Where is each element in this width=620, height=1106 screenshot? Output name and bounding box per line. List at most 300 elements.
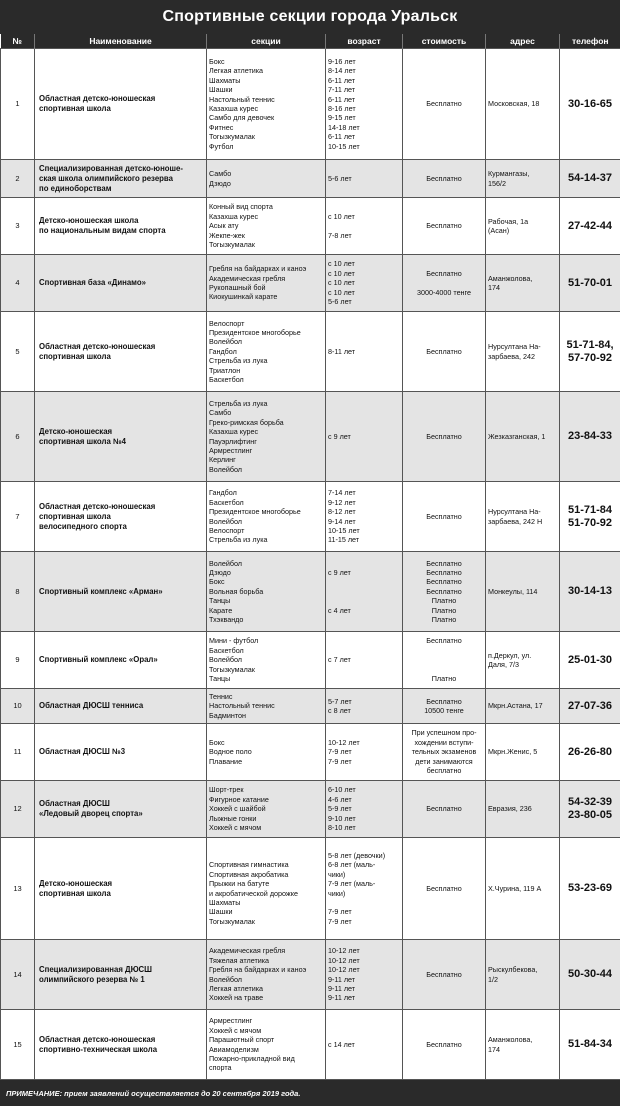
school-name-line: спортивная школа (39, 511, 111, 521)
phone-cell (560, 724, 620, 781)
phone-cell-line: 23-80-05 (567, 809, 613, 821)
cost-cell-line: Бесплатно (426, 804, 462, 814)
row-number: 4 (1, 255, 35, 312)
sections-list-line: и акробатической дорожке (209, 888, 298, 898)
sections-list-line: Казахша курес (209, 104, 259, 113)
phone-cell (560, 482, 620, 552)
ages-list-line: 5-6 лет (328, 173, 352, 183)
cost-cell-line: Платно (431, 674, 457, 684)
sections-list-line: Велоспорт (209, 525, 245, 535)
row-number: 5 (1, 312, 35, 392)
table-row (1, 160, 620, 198)
sections-list-line: Казахша курес (209, 211, 259, 221)
cost-cell-line: Бесплатно (426, 577, 462, 587)
address-cell-line: 156/2 (488, 178, 506, 188)
sections-list (207, 312, 326, 392)
sections-list-line: Гребля на байдарках и каноэ (209, 264, 307, 274)
sections-list-line (209, 851, 323, 860)
sections-list-line: Спортивная акробатика (209, 869, 289, 879)
phone-cell-line: 53-23-69 (567, 882, 613, 894)
cost-cell-line: хождении вступи- (414, 737, 474, 747)
sections-list-line: Бокс (209, 56, 225, 66)
sections-list-line: Лыжные гонки (209, 813, 257, 823)
cost-cell-line: бесплатно (426, 766, 462, 776)
ages-list-line: чики) (328, 869, 346, 879)
ages-list-line: 9-11 лет (328, 993, 356, 1003)
address-cell-line: Мкрн.Астана, 17 (488, 701, 543, 711)
sections-list-line: Настольный теннис (209, 94, 275, 104)
ages-list-line (328, 587, 400, 596)
ages-list-line: 5-6 лет (328, 297, 352, 307)
ages-list-line: 6-10 лет (328, 785, 356, 795)
table-row (1, 552, 620, 632)
sections-list-line: Карате (209, 605, 233, 615)
cost-cell-line: Бесплатно (426, 696, 462, 706)
ages-list-line: 10-12 лет (328, 946, 360, 956)
sections-list (207, 255, 326, 312)
address-cell-line: Х.Чурина, 119 А (488, 883, 542, 893)
address-cell-line: Аманжолова, (488, 273, 533, 283)
address-cell (486, 312, 560, 392)
sections-list-line: Асык ату (209, 221, 239, 231)
ages-list-line: 10-12 лет (328, 955, 360, 965)
cost-cell-line: Бесплатно (426, 173, 462, 183)
sections-list (207, 198, 326, 255)
ages-list-line: 5-8 лет (девочки) (328, 850, 386, 860)
ages-list (326, 49, 403, 160)
address-cell (486, 49, 560, 160)
address-cell-line: Рабочая, 1а (488, 216, 529, 226)
cost-cell-line (405, 665, 483, 674)
sections-list-line: Мини - футбол (209, 636, 259, 646)
ages-list-line: 10-15 лет (328, 141, 360, 151)
sections-list-line: Керлинг (209, 455, 236, 465)
sections-list-line: Шорт-трек (209, 785, 244, 795)
address-cell (486, 838, 560, 940)
school-name-line: Спортивный комплекс «Арман» (39, 586, 163, 596)
cost-cell-line: Бесплатно (426, 346, 462, 356)
row-number: 13 (1, 838, 35, 940)
sections-list-line: Парашютный спорт (209, 1035, 275, 1045)
school-name-line: Детско-юношеская (39, 878, 113, 888)
sections-list-line: Баскетбол (209, 375, 244, 385)
ages-list-line: 7-11 лет (328, 85, 356, 95)
cost-cell-line (405, 655, 483, 664)
cost-cell (403, 160, 486, 198)
sections-list-line: Танцы (209, 674, 231, 684)
cost-cell-line: При успешном про- (411, 728, 477, 738)
sections-list-line: Президентское многоборье (209, 507, 301, 517)
page-title: Спортивные секции города Уральск (0, 0, 620, 34)
phone-cell (560, 392, 620, 482)
phone-cell-line: 57-70-92 (567, 351, 613, 364)
ages-list (326, 689, 403, 724)
phone-cell-line: 54-32-39 (567, 796, 613, 808)
school-name (35, 838, 207, 940)
sections-list-line: Дзюдо (209, 178, 231, 188)
table-row (1, 940, 620, 1010)
sections-list-line: Тогызкумалак (209, 916, 255, 926)
row-number: 10 (1, 689, 35, 724)
ages-list-line: 8-11 лет (328, 346, 356, 356)
phone-cell (560, 49, 620, 160)
ages-list (326, 160, 403, 198)
sections-list-line: Хоккей на траве (209, 993, 264, 1003)
sections-list-line: Шахматы (209, 897, 241, 907)
sections-list-line: Волейбол (209, 655, 242, 665)
school-name-line: олимпийского резерва № 1 (39, 974, 145, 984)
table-row (1, 198, 620, 255)
address-cell-line: Московская, 18 (488, 99, 540, 109)
sections-list-line: Футбол (209, 141, 234, 151)
cost-cell (403, 552, 486, 632)
header-address: адрес (486, 34, 560, 49)
sections-list (207, 632, 326, 689)
phone-cell-line: 23-84-33 (567, 430, 613, 442)
school-name-line: Специализированная детско-юноше- (39, 163, 183, 173)
school-name (35, 312, 207, 392)
ages-list-line: 10-15 лет (328, 525, 360, 535)
sections-list (207, 552, 326, 632)
address-cell (486, 392, 560, 482)
cost-cell (403, 838, 486, 940)
address-cell-line: Курмангазы, (488, 169, 530, 179)
phone-cell-line: 50-30-44 (567, 968, 613, 980)
sections-list (207, 49, 326, 160)
ages-list-line: с 7 лет (328, 655, 351, 665)
sections-list-line: Вольная борьба (209, 586, 264, 596)
ages-list-line: с 10 лет (328, 211, 355, 221)
address-cell (486, 689, 560, 724)
header-phone: телефон (560, 34, 620, 49)
address-cell (486, 781, 560, 838)
ages-list-line: 6-11 лет (328, 75, 356, 85)
cost-cell-line: Платно (431, 596, 457, 606)
school-name-line: по национальным видам спорта (39, 226, 166, 235)
phone-cell (560, 781, 620, 838)
ages-list-line: чики) (328, 888, 346, 898)
sections-list-line: Бокс (209, 737, 225, 747)
school-name (35, 781, 207, 838)
sections-list-line: Волейбол (209, 558, 242, 568)
sections-list-line: Хоккей с мячом (209, 1025, 262, 1035)
school-name (35, 940, 207, 1010)
school-name-line: Спортивный комплекс «Орал» (39, 655, 158, 664)
school-name-line: спортивно-техническая школа (39, 1044, 158, 1054)
row-number: 2 (1, 160, 35, 198)
phone-cell-line: 27-07-36 (567, 699, 613, 712)
school-name (35, 160, 207, 198)
cost-cell (403, 198, 486, 255)
cost-cell (403, 724, 486, 781)
sections-list-line: Прыжки на батуте (209, 879, 270, 889)
ages-list-line: 14-18 лет (328, 122, 360, 132)
school-name (35, 632, 207, 689)
school-name-line: Детско-юношеская (39, 426, 113, 436)
address-cell (486, 160, 560, 198)
school-name-line: ская школа олимпийского резерва (39, 173, 173, 183)
sections-list (207, 781, 326, 838)
sections-list-line: Настольный теннис (209, 701, 275, 711)
ages-list-line: 9-15 лет (328, 113, 356, 123)
ages-list-line: 9-11 лет (328, 974, 356, 984)
table-row (1, 255, 620, 312)
sections-list-line: Баскетбол (209, 645, 244, 655)
header-age: возраст (326, 34, 403, 49)
cost-cell-line: Платно (431, 605, 457, 615)
header-num: № (1, 34, 35, 49)
sections-list-line: Самбо (209, 408, 232, 418)
ages-list-line: с 9 лет (328, 567, 351, 577)
ages-list-line: 4-6 лет (328, 794, 352, 804)
sections-list-line: Греко-римская борьба (209, 417, 284, 427)
sections-list-line: Тогызкумалак (209, 664, 255, 674)
sections-list-line: Армрестлинг (209, 1016, 253, 1026)
ages-list-line: 8-16 лет (328, 104, 356, 113)
school-name (35, 198, 207, 255)
row-number: 1 (1, 49, 35, 160)
ages-list (326, 255, 403, 312)
sections-list-line: Плавание (209, 756, 243, 766)
ages-list-line: с 9 лет (328, 431, 351, 441)
sections-list-line: Пожарно-прикладной вид (209, 1053, 295, 1063)
cost-cell (403, 312, 486, 392)
sections-list-line: Гандбол (209, 488, 237, 498)
phone-cell-line: 27-42-44 (567, 219, 613, 232)
ages-list (326, 838, 403, 940)
ages-list-line: с 10 лет (328, 259, 355, 269)
ages-list (326, 781, 403, 838)
address-cell (486, 198, 560, 255)
sections-list-line: Шахматы (209, 75, 241, 85)
cost-cell-line: Платно (431, 615, 457, 625)
note: ПРИМЕЧАНИЕ: прием заявлений осуществляется до 20 сентября 2019 года. (0, 1080, 620, 1106)
cost-cell-line: Бесплатно (426, 221, 462, 231)
ages-list (326, 724, 403, 781)
address-cell-line: (Асан) (488, 226, 510, 235)
sections-list-line: Тогызкумалак (209, 132, 255, 142)
ages-list (326, 312, 403, 392)
cost-cell-line: Бесплатно (426, 1039, 462, 1049)
ages-list-line: 7-14 лет (328, 488, 356, 498)
sections-list-line: Фигурное катание (209, 794, 269, 804)
sections-list-line: Шашки (209, 907, 233, 917)
table-row (1, 632, 620, 689)
ages-list-line: 7-9 лет (328, 907, 352, 917)
table-row (1, 312, 620, 392)
phone-cell-line: 25-01-30 (567, 653, 613, 666)
ages-list-line: 9-12 лет (328, 497, 356, 507)
sections-list-line: Армрестлинг (209, 445, 253, 455)
sections-list-line: Легкая атлетика (209, 66, 264, 76)
phone-cell-line: 51-70-01 (567, 276, 613, 289)
cost-cell-line (405, 646, 483, 655)
cost-cell-line: Бесплатно (426, 431, 462, 441)
sections-list-line: Фитнес (209, 122, 234, 132)
sections-list (207, 689, 326, 724)
ages-list-line: 10-12 лет (328, 965, 360, 975)
table-row (1, 838, 620, 940)
ages-list-line: 7-9 лет (328, 756, 352, 766)
ages-list (326, 482, 403, 552)
address-cell (486, 632, 560, 689)
ages-list-line: 8-12 лет (328, 507, 356, 517)
sections-list-line: Президентское многоборье (209, 327, 301, 337)
sections-list-line: Гандбол (209, 346, 237, 356)
sections-list (207, 940, 326, 1010)
ages-list (326, 198, 403, 255)
address-cell (486, 482, 560, 552)
cost-cell-line: Бесплатно (426, 99, 462, 109)
address-cell (486, 255, 560, 312)
ages-list-line: с 14 лет (328, 1039, 355, 1049)
ages-list-line (328, 596, 400, 605)
sections-list-line: спорта (209, 1063, 232, 1073)
ages-list-line: с 8 лет (328, 706, 351, 715)
ages-list-line (328, 221, 400, 230)
sections-list-line: Академическая гребля (209, 946, 286, 956)
school-name (35, 724, 207, 781)
school-name (35, 392, 207, 482)
ages-list-line: 5-7 лет (328, 696, 352, 706)
sections-list (207, 392, 326, 482)
ages-list (326, 552, 403, 632)
sections-list-line: Авиамоделизм (209, 1044, 259, 1054)
table-row (1, 689, 620, 724)
school-name-line: спортивная школа (39, 104, 111, 113)
address-cell-line: 174 (488, 1044, 500, 1054)
school-name-line: спортивная школа (39, 351, 111, 361)
header-name: Наименование (35, 34, 207, 49)
sections-list-line: Бокс (209, 577, 225, 587)
cost-cell-line: Бесплатно (426, 969, 462, 979)
ages-list-line: 9-14 лет (328, 516, 356, 526)
cost-cell-line: Бесплатно (426, 636, 462, 646)
sections-list-line: Самбо для девочек (209, 113, 275, 123)
address-cell-line: Жезказганская, 1 (488, 431, 546, 441)
cost-cell-line: Бесплатно (426, 883, 462, 893)
phone-cell-line: 30-16-65 (567, 97, 613, 110)
phone-cell-line: 30-14-13 (567, 585, 613, 597)
cost-cell (403, 781, 486, 838)
row-number: 9 (1, 632, 35, 689)
address-cell-line: Рыскулбекова, (488, 965, 538, 975)
address-cell-line: зарбаева, 242 (488, 351, 535, 361)
address-cell-line: зарбаева, 242 Н (488, 516, 543, 526)
sections-list-line: Гребля на байдарках и каноэ (209, 965, 307, 975)
ages-list-line (328, 898, 400, 907)
table-row (1, 482, 620, 552)
phone-cell (560, 160, 620, 198)
phone-cell (560, 689, 620, 724)
address-cell (486, 940, 560, 1010)
sections-list-line: Самбо (209, 169, 232, 179)
cost-cell-line: 10500 тенге (424, 706, 464, 715)
school-name-line: Областная детско-юношеская (39, 94, 156, 103)
address-cell-line: Нурсултана На- (488, 342, 541, 352)
cost-cell-line (405, 278, 483, 287)
row-number: 11 (1, 724, 35, 781)
sections-list-line: Академическая гребля (209, 273, 286, 283)
school-name (35, 689, 207, 724)
address-cell-line: Евразия, 236 (488, 804, 532, 814)
phone-cell (560, 1010, 620, 1080)
sections-list-line: Рукопашный бой (209, 283, 266, 292)
cost-cell-line: Бесплатно (426, 268, 462, 278)
cost-cell-line: Бесплатно (426, 558, 462, 568)
school-name-line: спортивная школа №4 (39, 436, 126, 446)
address-cell-line: Даля, 7/3 (488, 660, 519, 669)
header-sections: секции (207, 34, 326, 49)
phone-cell (560, 940, 620, 1010)
ages-list (326, 1010, 403, 1080)
sections-list-line: Казахша курес (209, 427, 259, 437)
row-number: 8 (1, 552, 35, 632)
sections-list-line: Стрельба из лука (209, 356, 268, 366)
address-cell-line: Аманжолова, (488, 1035, 533, 1045)
ages-list-line: 6-11 лет (328, 132, 356, 142)
school-name-line: Областная детско-юношеская (39, 1034, 156, 1044)
phone-cell-line: 51-70-92 (567, 516, 613, 529)
row-number: 15 (1, 1010, 35, 1080)
cost-cell-line: дети занимаются (415, 756, 473, 766)
sections-list-line: Тхэквандо (209, 615, 244, 625)
school-name-line: Областная ДЮСШ №3 (39, 747, 126, 756)
phone-cell (560, 838, 620, 940)
sections-list (207, 724, 326, 781)
sections-list-line: Триатлон (209, 365, 241, 375)
table-row (1, 781, 620, 838)
row-number: 14 (1, 940, 35, 1010)
header-cost: стоимость (403, 34, 486, 49)
school-name (35, 49, 207, 160)
address-cell (486, 724, 560, 781)
sports-sections-table (0, 34, 620, 1080)
cost-cell (403, 940, 486, 1010)
cost-cell-line: Бесплатно (426, 567, 462, 577)
school-name-line: по единоборствам (39, 183, 112, 193)
school-name (35, 255, 207, 312)
cost-cell (403, 49, 486, 160)
sections-list-line: Бадминтон (209, 710, 247, 720)
school-name-line: Специализированная ДЮСШ (39, 964, 152, 974)
sections-list-line: Стрельба из лука (209, 398, 268, 408)
sections-list-line: Велоспорт (209, 318, 245, 328)
ages-list-line: 6-8 лет (маль- (328, 860, 376, 870)
sections-list-line: Хоккей с мячом (209, 823, 262, 833)
sections-list-line: Жекпе-жек (209, 230, 245, 240)
sections-list-line: Легкая атлетика (209, 983, 264, 993)
ages-list-line: 7-8 лет (328, 230, 352, 240)
table-header-row (1, 34, 620, 49)
cost-cell (403, 632, 486, 689)
ages-list-line (328, 577, 400, 586)
phone-cell-line: 54-14-37 (567, 172, 613, 184)
address-cell-line: 1/2 (488, 974, 498, 984)
ages-list-line: 6-11 лет (328, 94, 356, 104)
address-cell (486, 1010, 560, 1080)
cost-cell-line: Бесплатно (426, 511, 462, 521)
sections-list-line: Конный вид спорта (209, 202, 273, 212)
sections-list (207, 838, 326, 940)
phone-cell-line: 26-26-80 (567, 745, 613, 758)
school-name-line: Областная ДЮСШ (39, 799, 110, 808)
sections-list-line: Теннис (209, 691, 233, 701)
ages-list-line: с 4 лет (328, 605, 351, 615)
phone-cell-line: 51-84-34 (567, 1038, 613, 1050)
school-name-line: Спортивная база «Динамо» (39, 278, 146, 287)
sections-list-line: Танцы (209, 596, 231, 606)
